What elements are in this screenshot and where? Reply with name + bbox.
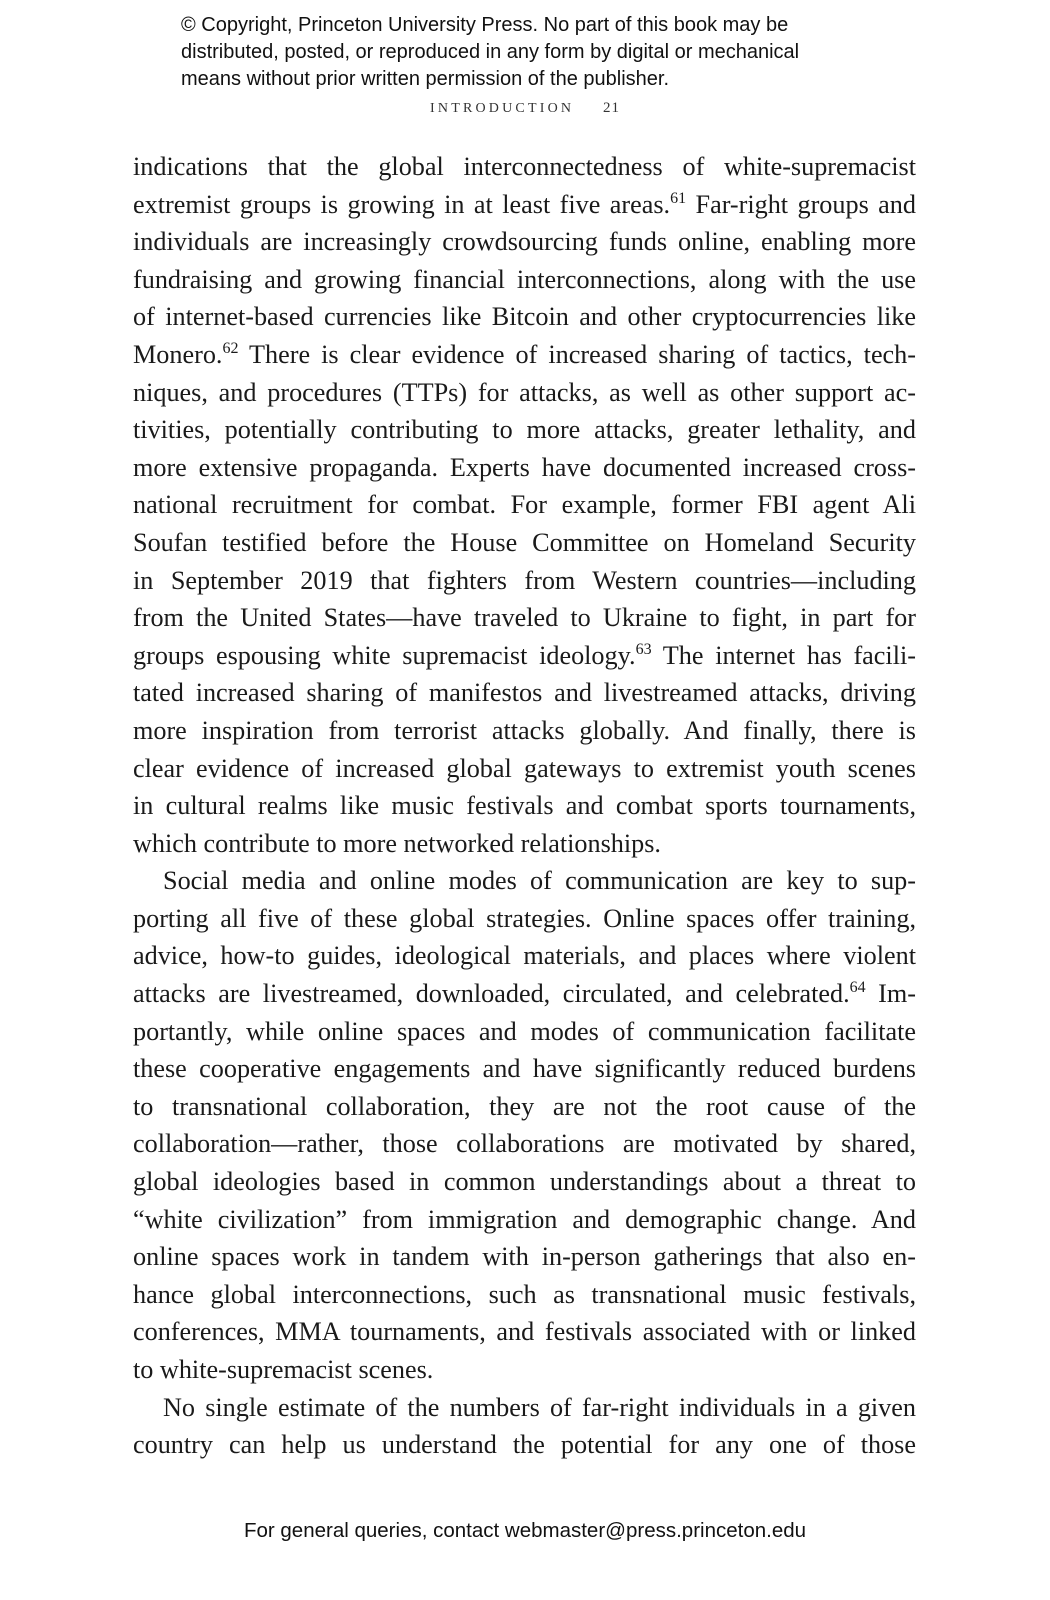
text-line: portantly, while online spaces and modes of communication facilitate xyxy=(133,1016,916,1046)
text-line: indications that the global interconnectedness of white-supremacist xyxy=(133,152,916,181)
copyright-notice xyxy=(181,12,901,93)
text-line: groups espousing white supremacist ideology.$^{63}$ The internet has facili- xyxy=(133,640,916,670)
text-line: “white civilization” from immigration and demographic change. And xyxy=(133,1204,916,1234)
running-head-title: INTRODUCTION xyxy=(430,101,575,116)
text-line: which contribute to more networked relationships. xyxy=(133,828,661,858)
text-line: country can help us understand the potential for any one of those xyxy=(133,1430,916,1460)
text-line: global ideologies based in common understandings about a threat to xyxy=(133,1167,916,1197)
text-line: extremist groups is growing in at least five areas.$^{61}$ Far-right groups and xyxy=(133,189,916,219)
text-line: in cultural realms like music festivals and combat sports tournaments, xyxy=(133,791,916,821)
text-line: Soufan testified before the House Committee on Homeland Security xyxy=(133,527,916,557)
text-line: conferences, MMA tournaments, and festivals associated with or linked xyxy=(133,1317,916,1347)
text-line: attacks are livestreamed, downloaded, circulated, and celebrated.$^{64}$ Im- xyxy=(133,979,916,1009)
footnote-ref[interactable]: 61 xyxy=(670,189,687,207)
footnote-ref[interactable]: 62 xyxy=(222,339,239,357)
copyright-line: means without prior written permission of the publisher. xyxy=(181,68,670,90)
text-line: No single estimate of the numbers of far-right individuals in a given xyxy=(163,1392,916,1422)
text-line: Social media and online modes of communication are key to sup- xyxy=(163,866,916,896)
text-line: of internet-based currencies like Bitcoin and other cryptocurrencies like xyxy=(133,302,916,332)
body-text xyxy=(133,148,916,1464)
footnote-ref[interactable]: 64 xyxy=(849,979,866,997)
text-line: from the United States—have traveled to Ukraine to fight, in part for xyxy=(133,603,916,633)
page-number: 21 xyxy=(602,100,620,116)
text-line: Monero.$^{62}$ There is clear evidence of increased sharing of tactics, tech- xyxy=(133,339,916,369)
text-line: clear evidence of increased global gateways to extremist youth scenes xyxy=(133,753,916,783)
text-line: to white-supremacist scenes. xyxy=(133,1355,434,1384)
text-line: more inspiration from terrorist attacks globally. And finally, there is xyxy=(133,715,916,745)
running-head xyxy=(0,100,1050,117)
text-line: porting all five of these global strategies. Online spaces offer training, xyxy=(133,903,916,933)
copyright-line: © Copyright, Princeton University Press. No part of this book may be xyxy=(181,14,789,36)
text-line: advice, how-to guides, ideological materials, and places where violent xyxy=(133,941,916,971)
text-line: niques, and procedures (TTPs) for attacks, as well as other support ac- xyxy=(133,377,916,407)
footer-contact: For general queries, contact webmaster@press.princeton.edu xyxy=(243,1519,807,1542)
text-line: online spaces work in tandem with in-person gatherings that also en- xyxy=(133,1242,916,1272)
copyright-line: distributed, posted, or reproduced in any form by digital or mechanical xyxy=(181,41,800,63)
text-line: to transnational collaboration, they are not the root cause of the xyxy=(133,1091,916,1121)
text-line: these cooperative engagements and have significantly reduced burdens xyxy=(133,1054,916,1084)
text-line: tivities, potentially contributing to more attacks, greater lethality, and xyxy=(133,415,916,445)
footnote-ref[interactable]: 63 xyxy=(635,640,652,658)
text-line: hance global interconnections, such as transnational music festivals, xyxy=(133,1279,916,1309)
text-line: tated increased sharing of manifestos and livestreamed attacks, driving xyxy=(133,678,916,708)
text-line: in September 2019 that fighters from Western countries—including xyxy=(133,565,916,595)
text-line: individuals are increasingly crowdsourcing funds online, enabling more xyxy=(133,227,916,257)
text-line: national recruitment for combat. For example, former FBI agent Ali xyxy=(133,490,916,520)
text-line: fundraising and growing financial interconnections, along with the use xyxy=(133,264,916,294)
text-line: more extensive propaganda. Experts have documented increased cross- xyxy=(133,452,916,482)
text-line: collaboration—rather, those collaborations are motivated by shared, xyxy=(133,1129,916,1159)
